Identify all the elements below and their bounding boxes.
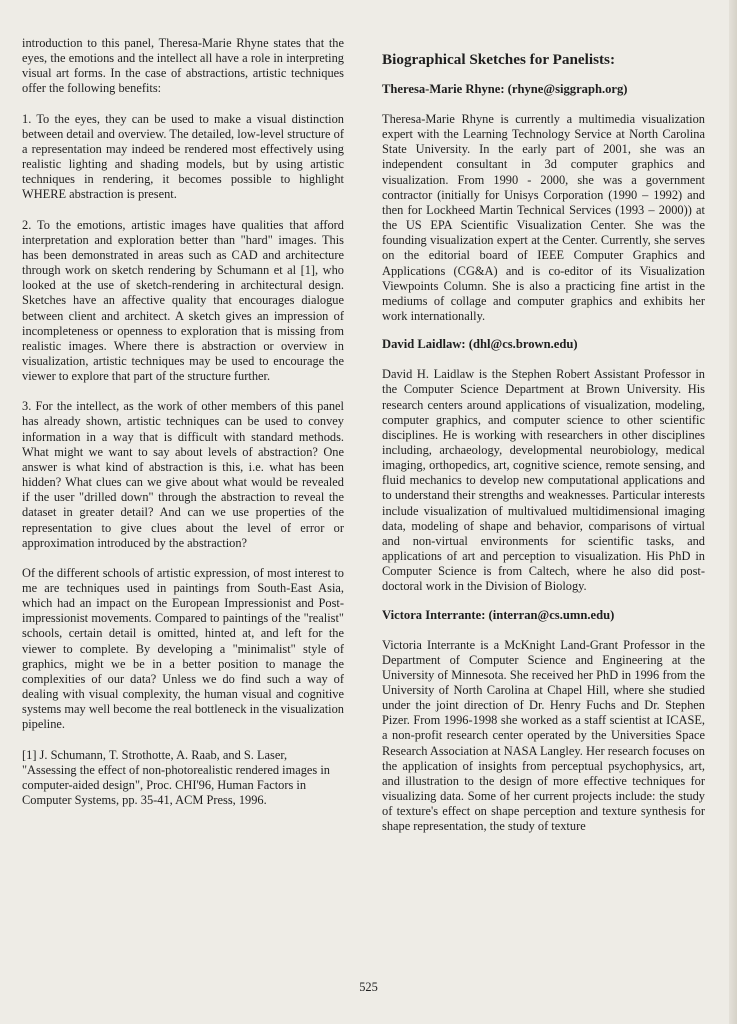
reference-1: [1] J. Schumann, T. Strothotte, A. Raab, and S. Laser, "Assessing the effect of non-photorealistic rendered images in computer-aided design", Proc. CHI'96, Human Factors in Computer Systems, pp. 35-41, ACM Press, 1996. [22, 747, 330, 808]
benefit-emotions-paragraph: 2. To the emotions, artistic images have qualities that afford interpretation and exploration better than "hard" images. This has been demonstrated in areas such as CAD and architecture through work on sketch rendering by Schumann et al [1], who looked at the use of sketch-rendering in architectural design. Sketches have an affective quality that encourages dialogue between client and architect. A sketch gives an impression of incompleteness or openness to exploration that is missing from realistic images. Where there is abstraction or overview in visualization, artistic techniques may be used to encourage the viewer to explore that part of the structure further. [22, 217, 344, 384]
left-column [22, 36, 344, 808]
right-column [382, 36, 705, 835]
bio-text-rhyne: Theresa-Marie Rhyne is currently a multimedia visualization expert with the Learning Technology Service at North Carolina State University. In the early part of 2001, she was an independent consultant in 3d computer graphics and visualization. From 1990 - 2000, she was a government contractor (initially for Unisys Corporation (1990 – 1992) and then for Lockheed Martin Technical Services (1993 – 2000)) at the US EPA Scientific Visualization Center. She was the founding visualization expert at the Center. Currently, she serves on the editorial board of IEEE Computer Graphics and Applications (CG&A) and is co-editor of its Visualization Viewpoints Column. She is also a practicing fine artist in the mediums of collage and computer graphics and exhibits her work internationally. [382, 112, 705, 324]
intro-paragraph: introduction to this panel, Theresa-Marie Rhyne states that the eyes, the emotions and the intellect all have a role in interpreting visual art forms. In the case of abstractions, artistic techniques offer the following benefits: [22, 36, 344, 96]
bio-name-interrante: Victora Interrante: (interran@cs.umn.edu) [382, 607, 615, 622]
artistic-schools-paragraph: Of the different schools of artistic expression, of most interest to me are techniques used in paintings from South-East Asia, which had an impact on the European Impressionist and Post-impressionist movements. Compared to paintings of the "realist" schools, certain detail is omitted, hinted at, and left for the viewer to complete. By developing a "minimalist" style of graphics, might we be in a better position to manage the complexities of our data? Unless we do find such a way of dealing with visual complexity, the human visual and cognitive systems may well become the real bottleneck in the visualization pipeline. [22, 565, 344, 732]
page-number: 525 [359, 980, 378, 994]
bio-name-laidlaw: David Laidlaw: (dhl@cs.brown.edu) [382, 337, 578, 352]
biographies-heading: Biographical Sketches for Panelists: [382, 51, 616, 68]
bio-text-interrante: Victoria Interrante is a McKnight Land-Grant Professor in the Department of Computer Science and Engineering at the University of Minnesota. She received her PhD in 1996 from the University of North Carolina at Chapel Hill, where she studied under the joint direction of Dr. Henry Fuchs and Dr. Stephen Pizer. From 1996-1998 she worked as a staff scientist at ICASE, a non-profit research center operated by the Universities Space Research Association at NASA Langley. Her research focuses on the application of insights from perceptual psychophysics, art, and illustration to the design of more effective techniques for visualizing data. Some of her current projects include: the study of texture's effect on shape perception and texture synthesis for shape representation, the study of texture [382, 637, 705, 834]
bio-name-rhyne: Theresa-Marie Rhyne: (rhyne@siggraph.org) [382, 82, 628, 96]
benefit-eyes-paragraph: 1. To the eyes, they can be used to make a visual distinction between detail and overview. The detailed, low-level structure of a representation may indeed be rendered most effectively using realistic lighting and shading models, but by using artistic techniques in rendering, it becomes possible to highlight WHERE abstraction is present. [22, 111, 344, 202]
page-edge-shadow [729, 0, 737, 1024]
benefit-intellect-paragraph: 3. For the intellect, as the work of other members of this panel has already shown, artistic techniques can be used to convey information in a way that is difficult with standard methods. What might we want to say about levels of abstraction? One answer is what kind of abstraction is this, i.e. what has been hidden? What clues can we give about what would be revealed if the user "drilled down" through the abstraction to reveal the dataset in greater detail? And can we use properties of the representation to give clues about the level of error or approximation introduced by the abstraction? [22, 399, 344, 550]
bio-text-laidlaw: David H. Laidlaw is the Stephen Robert Assistant Professor in the Computer Science Department at Brown University. His research centers around applications of visualization, modeling, computer graphics, and computer science to other scientific disciplines. He is working with researchers in other disciplines including, archaeology, developmental neurobiology, medical imaging, orthopedics, art, cognitive science, remote sensing, and fluid mechanics to develop new computational applications and to understand their strengths and weaknesses. Particular interests include visualization of multivalued multidimensional imaging data, modeling of shape and behavior, comparisons of virtual and non-virtual environments for scientific tasks, and applications of art and perception to visualization. His PhD in Computer Science is from Caltech, where he also did post-doctoral work in the Division of Biology. [382, 367, 705, 594]
